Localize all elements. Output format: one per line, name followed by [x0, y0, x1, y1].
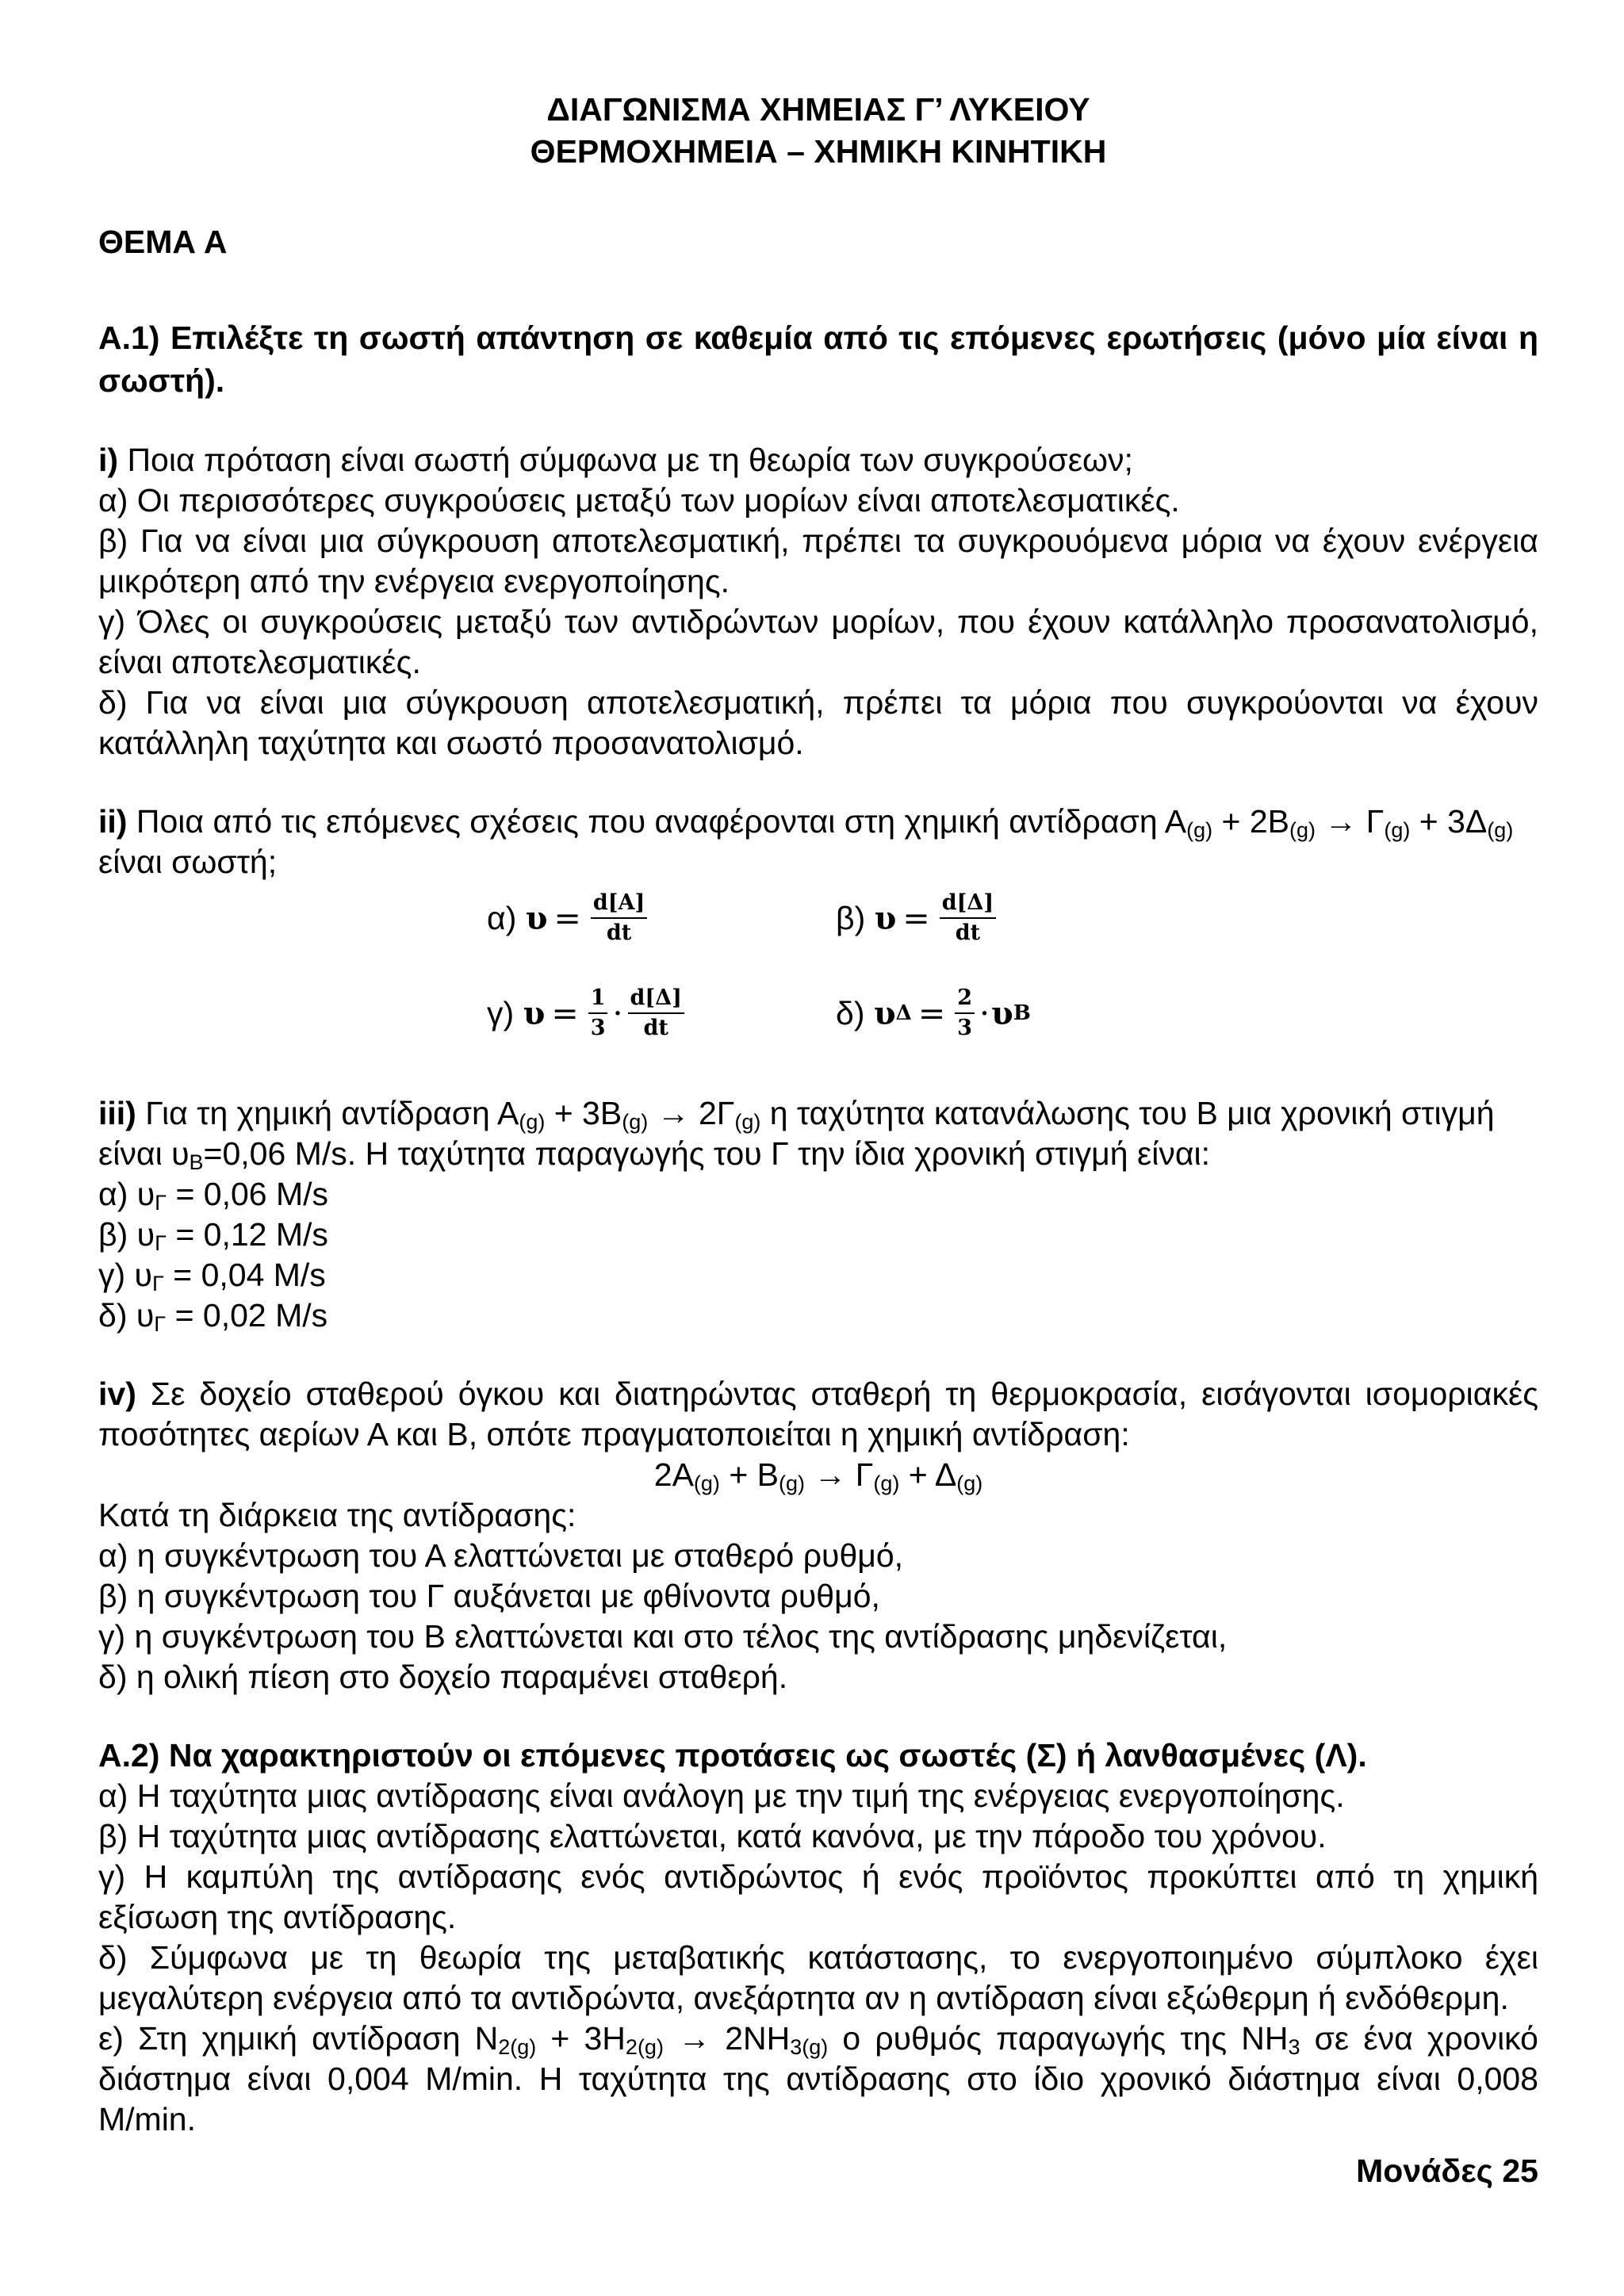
exam-title [98, 89, 1538, 173]
a1-heading: Α.1) Επιλέξτε τη σωστή απάντηση σε καθεμία από τις επόμενες ερωτήσεις (μόνο μία είναι η σωστή). [98, 320, 1538, 399]
exam-page [98, 89, 1538, 2202]
question-i-option-b: β) Για να είναι μια σύγκρουση αποτελεσματική, πρέπει τα συγκρουόμενα μόρια να έχουν ενέργεια μικρότερη από την ενέργεια ενεργοποίησης. [98, 522, 1538, 599]
question-iii-stem: iii) Για τη χημική αντίδραση $A_{(g)} + 3B_{(g)} \to 2\Gamma_{(g)}$ η ταχύτητα κατανάλωσης του Β μια χρονική στιγμή [98, 1095, 1495, 1134]
question-i-option-d: δ) Για να είναι μια σύγκρουση αποτελεσματική, πρέπει τα μόρια που συγκρούονται να έχουν κατάλληλη ταχύτητα και σωστό προσανατολισμό. [98, 684, 1538, 761]
fraction: $\frac{d[A]}{dt}$ [591, 890, 647, 946]
question-iii-option-d: δ) $\upsilon_\Gamma = 0,02$ M/s [98, 1297, 328, 1336]
title-line-1: ΔΙΑΓΩΝΙΣΜΑ ΧΗΜΕΙΑΣ Γ’ ΛΥΚΕΙΟΥ [546, 91, 1090, 128]
question-ii-option-b: β) υ = $\frac{d[\Delta]}{dt}$ [836, 890, 999, 946]
question-i [98, 440, 1538, 763]
question-ii-option-c: γ) υ = $\frac{1}{3}$ · $\frac{d[\Delta]}{dt}$ [487, 985, 688, 1041]
points-total: Μονάδες 25 [1356, 2152, 1538, 2189]
a2-item-c: γ) Η καμπύλη της αντίδρασης ενός αντιδρώντος ή ενός προϊόντος προκύπτει από τη χημική εξίσωση της αντίδρασης. [98, 1858, 1538, 1935]
fraction: $\frac{d[\Delta]}{dt}$ [940, 890, 996, 946]
question-i-stem: i) Ποια πρόταση είναι σωστή σύμφωνα με τη θεωρία των συγκρούσεων; [98, 442, 1133, 478]
question-iv-option-b: β) η συγκέντρωση του Γ αυξάνεται με φθίνοντα ρυθμό, [98, 1578, 880, 1614]
question-iii-stem-end: είναι $\upsilon_B=0,06$ M/s. Η ταχύτητα παραγωγής του Γ την ίδια χρονική στιγμή είναι: [98, 1135, 1211, 1174]
fraction: $\frac{d[\Delta]}{dt}$ [628, 985, 684, 1041]
question-ii-option-a: α) υ = $\frac{d[A]}{dt}$ [487, 890, 650, 946]
question-iv-during: Κατά τη διάρκεια της αντίδρασης: [98, 1497, 576, 1533]
question-ii [98, 802, 1538, 1074]
question-iii-option-a: α) $\upsilon_\Gamma = 0,06$ M/s [98, 1176, 329, 1215]
question-iv-option-c: γ) η συγκέντρωση του Β ελαττώνεται και στο τέλος της αντίδρασης μηδενίζεται, [98, 1618, 1228, 1655]
fraction: $\frac{1}{3}$ [588, 985, 608, 1041]
a2-item-d: δ) Σύμφωνα με τη θεωρία της μεταβατικής κατάστασης, το ενεργοποιημένο σύμπλοκο έχει μεγαλύτερη ενέργεια από τα αντιδρώντα, ανεξάρτητα αν η αντίδραση είναι εξώθερμη ή ενδόθερμη. [98, 1939, 1538, 2016]
question-iv-option-d: δ) η ολική πίεση στο δοχείο παραμένει σταθερή. [98, 1659, 788, 1695]
a2-item-e: ε) Στη χημική αντίδραση $N_{2(g)} + 3H_{2(g)} \to 2NH_{3(g)}$ ο ρυθμός παραγωγής της $NH_3$ σε ένα χρονικό διάστημα είναι 0,004 M/min. Η ταχύτητα της αντίδρασης στο ίδιο χρονικό διάστημα είναι 0,008 M/min. [98, 2020, 1538, 2137]
fraction: $\frac{2}{3}$ [955, 985, 975, 1041]
question-iv [98, 1374, 1538, 1697]
a2-item-a: α) Η ταχύτητα μιας αντίδρασης είναι ανάλογη με την τιμή της ενέργειας ενεργοποίησης. [98, 1777, 1345, 1814]
a2-item-b: β) Η ταχύτητα μιας αντίδρασης ελαττώνεται, κατά κανόνα, με την πάροδο του χρόνου. [98, 1818, 1327, 1854]
question-iv-equation: $2A_{(g)} + B_{(g)} \to \Gamma_{(g)} + \Delta_{(g)}$ [653, 1456, 983, 1495]
question-iii [98, 1093, 1538, 1336]
question-iii-option-b: β) $\upsilon_\Gamma = 0,12$ M/s [98, 1216, 328, 1255]
section-heading: ΘΕΜΑ Α [98, 224, 228, 260]
question-iv-option-a: α) η συγκέντρωση του Α ελαττώνεται με σταθερό ρυθμό, [98, 1537, 904, 1574]
title-line-2: ΘΕΡΜΟΧΗΜΕΙΑ – ΧΗΜΙΚΗ ΚΙΝΗΤΙΚΗ [530, 133, 1107, 170]
question-iii-option-c: γ) $\upsilon_\Gamma = 0,04$ M/s [98, 1257, 326, 1295]
a2-section [98, 1735, 1538, 2140]
a2-heading: Α.2) Να χαρακτηριστούν οι επόμενες προτάσεις ως σωστές (Σ) ή λανθασμένες (Λ). [98, 1737, 1367, 1774]
question-ii-stem: ii) Ποια από τις επόμενες σχέσεις που αναφέρονται στη χημική αντίδραση $A_{(g)} + 2B_{(g)} \to \Gamma_{(g)} + 3\Delta_{(g)}$ [98, 803, 1514, 842]
question-ii-option-d: δ) υ Δ = $\frac{2}{3}$ · υ Β [836, 985, 1031, 1040]
question-iv-stem: iv) Σε δοχείο σταθερού όγκου και διατηρώντας σταθερή τη θερμοκρασία, εισάγονται ισομοριακές ποσότητες αερίων Α και Β, οπότε πραγματοποιείται η χημική αντίδραση: [98, 1376, 1538, 1452]
question-ii-stem-end: είναι σωστή; [98, 844, 278, 880]
question-i-option-c: γ) Όλες οι συγκρούσεις μεταξύ των αντιδρώντων μορίων, που έχουν κατάλληλο προσανατολισμό, είναι αποτελεσματικές. [98, 603, 1538, 680]
question-i-option-a: α) Οι περισσότερες συγκρούσεις μεταξύ των μορίων είναι αποτελεσματικές. [98, 482, 1180, 519]
